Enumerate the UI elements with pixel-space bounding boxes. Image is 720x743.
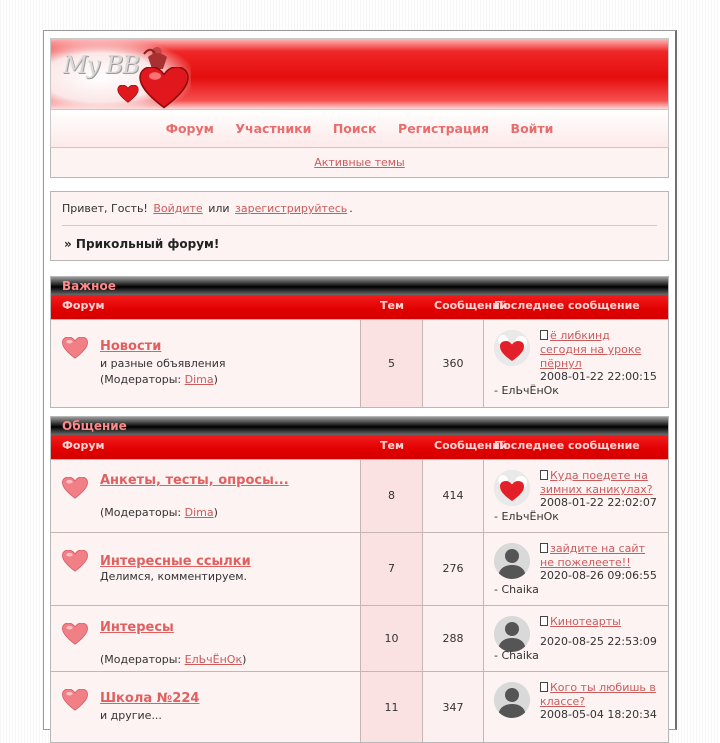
last-post-author: - Chaika — [494, 583, 539, 596]
topics-cell — [361, 320, 423, 407]
welcome-divider — [62, 225, 657, 226]
document-icon — [540, 470, 548, 480]
column-header-last: Последнее сообщение — [494, 299, 640, 312]
nav-users[interactable]: Участники — [235, 121, 312, 136]
posts-count: 276 — [442, 562, 464, 575]
column-header-forum: Форум — [62, 439, 105, 452]
topics-cell — [361, 606, 423, 671]
posts-count: 347 — [442, 701, 464, 714]
moderator-link[interactable]: Dima — [184, 506, 214, 519]
forum-row — [51, 532, 668, 605]
topics-count: 10 — [384, 632, 399, 645]
welcome-line — [62, 202, 353, 215]
column-header-last: Последнее сообщение — [494, 439, 640, 452]
heart-avatar[interactable] — [494, 470, 530, 506]
topics-cell — [361, 533, 423, 605]
or-text: или — [208, 202, 230, 215]
logo-text: My BB — [63, 51, 140, 79]
forum-description: и другие... — [100, 709, 162, 722]
last-topic-link[interactable]: зайдите на сайт не пожелеете!! — [540, 542, 645, 569]
forum-row — [51, 671, 668, 742]
forum-description: и разные объявления — [100, 357, 226, 370]
topics-count: 11 — [384, 701, 399, 714]
last-post-cell — [484, 533, 668, 605]
user-avatar[interactable] — [494, 543, 530, 579]
category-title[interactable]: Общение — [51, 417, 668, 435]
forum-cell — [51, 672, 361, 742]
nav-search[interactable]: Поиск — [332, 121, 377, 136]
forum-header — [50, 38, 669, 110]
moderator-link[interactable]: ЕлЬчЁнОк — [184, 653, 243, 666]
last-post-author: - ЕлЬчЁнОк — [494, 384, 559, 397]
forum-description: Делимся, комментируем. — [100, 570, 248, 583]
document-icon — [540, 330, 548, 340]
forum-name-link[interactable]: Анкеты, тесты, опросы... — [100, 473, 289, 488]
forum-row — [51, 459, 668, 532]
posts-cell — [423, 460, 484, 532]
topics-count: 8 — [388, 489, 395, 502]
forum-cell — [51, 460, 361, 532]
last-post-cell — [484, 672, 668, 742]
posts-cell — [423, 320, 484, 407]
active-topics-link[interactable]: Активные темы — [314, 156, 405, 169]
heart-icon — [62, 477, 88, 499]
posts-count: 288 — [442, 632, 464, 645]
last-topic-link[interactable]: ё либкинд сегодня на уроке пёрнул — [540, 329, 642, 370]
heart-logo-icon — [139, 67, 189, 109]
sub-navigation — [50, 148, 669, 178]
last-post-date: 2008-01-22 22:02:07 — [540, 496, 657, 509]
forum-cell — [51, 320, 361, 407]
posts-cell — [423, 672, 484, 742]
document-icon — [540, 543, 548, 553]
welcome-panel — [50, 191, 669, 261]
main-navigation — [50, 110, 669, 148]
category-block — [50, 276, 669, 408]
topics-cell — [361, 672, 423, 742]
last-topic-link[interactable]: Кого ты любишь в классе? — [540, 681, 656, 708]
forum-moderators: (Модераторы: Dima) — [100, 506, 218, 519]
last-topic-link[interactable]: Кинотеарты — [550, 615, 621, 628]
last-post-date: 2020-08-25 22:53:09 — [540, 635, 657, 648]
register-link[interactable]: зарегистрируйтесь — [235, 202, 348, 215]
moderator-link[interactable]: Dima — [184, 373, 214, 386]
document-icon — [540, 682, 548, 692]
last-post-cell — [484, 320, 668, 407]
category-title[interactable]: Важное — [51, 277, 668, 295]
forum-moderators: (Модераторы: Dima) — [100, 373, 218, 386]
forum-logo[interactable] — [51, 39, 191, 109]
category-block — [50, 416, 669, 743]
board-title: » Прикольный форум! — [64, 237, 220, 251]
heart-icon — [62, 689, 88, 711]
column-header-forum: Форум — [62, 299, 105, 312]
last-topic-link[interactable]: Куда поедете на зимних каникулах? — [540, 469, 653, 496]
category-header-row — [51, 435, 668, 459]
document-icon — [540, 616, 548, 626]
posts-count: 414 — [442, 489, 464, 502]
forum-row — [51, 319, 668, 407]
forum-cell — [51, 606, 361, 671]
greeting-text: Привет, Гость! — [62, 202, 148, 215]
last-post-cell — [484, 460, 668, 532]
column-header-topics: Тем — [380, 299, 404, 312]
topics-count: 7 — [388, 562, 395, 575]
last-topic — [540, 615, 660, 629]
last-post-author: - Chaika — [494, 649, 539, 662]
last-topic — [540, 329, 660, 371]
posts-count: 360 — [442, 357, 464, 370]
last-topic — [540, 681, 660, 709]
column-header-topics: Тем — [380, 439, 404, 452]
topics-count: 5 — [388, 357, 395, 370]
nav-forum[interactable]: Форум — [165, 121, 214, 136]
topics-cell — [361, 460, 423, 532]
posts-cell — [423, 606, 484, 671]
forum-name-link[interactable]: Интересы — [100, 620, 174, 635]
heart-icon — [62, 623, 88, 645]
login-link[interactable]: Войдите — [153, 202, 203, 215]
user-avatar[interactable] — [494, 616, 530, 652]
column-header-posts: Сообщений — [434, 299, 508, 312]
posts-cell — [423, 533, 484, 605]
dot-text: . — [349, 202, 353, 215]
heart-avatar[interactable] — [494, 330, 530, 366]
forum-name-link[interactable]: Интересные ссылки — [100, 554, 251, 569]
last-topic — [540, 469, 660, 497]
heart-icon — [62, 550, 88, 572]
heart-small-icon — [117, 85, 139, 103]
nav-login[interactable]: Войти — [510, 121, 554, 136]
last-post-date: 2008-01-22 22:00:15 — [540, 370, 657, 383]
last-post-date: 2008-05-04 18:20:34 — [540, 708, 657, 721]
last-post-cell — [484, 606, 668, 671]
forum-moderators: (Модераторы: ЕлЬчЁнОк) — [100, 653, 247, 666]
last-post-author: - ЕлЬчЁнОк — [494, 510, 559, 523]
forum-name-link[interactable]: Школа №224 — [100, 691, 200, 706]
column-header-posts: Сообщений — [434, 439, 508, 452]
forum-row — [51, 605, 668, 671]
forum-cell — [51, 533, 361, 605]
nav-register[interactable]: Регистрация — [398, 121, 490, 136]
category-header-row — [51, 295, 668, 319]
last-topic — [540, 542, 660, 570]
user-avatar[interactable] — [494, 682, 530, 718]
heart-icon — [62, 337, 88, 359]
forum-name-link[interactable]: Новости — [100, 339, 162, 354]
last-post-date: 2020-08-26 09:06:55 — [540, 569, 657, 582]
